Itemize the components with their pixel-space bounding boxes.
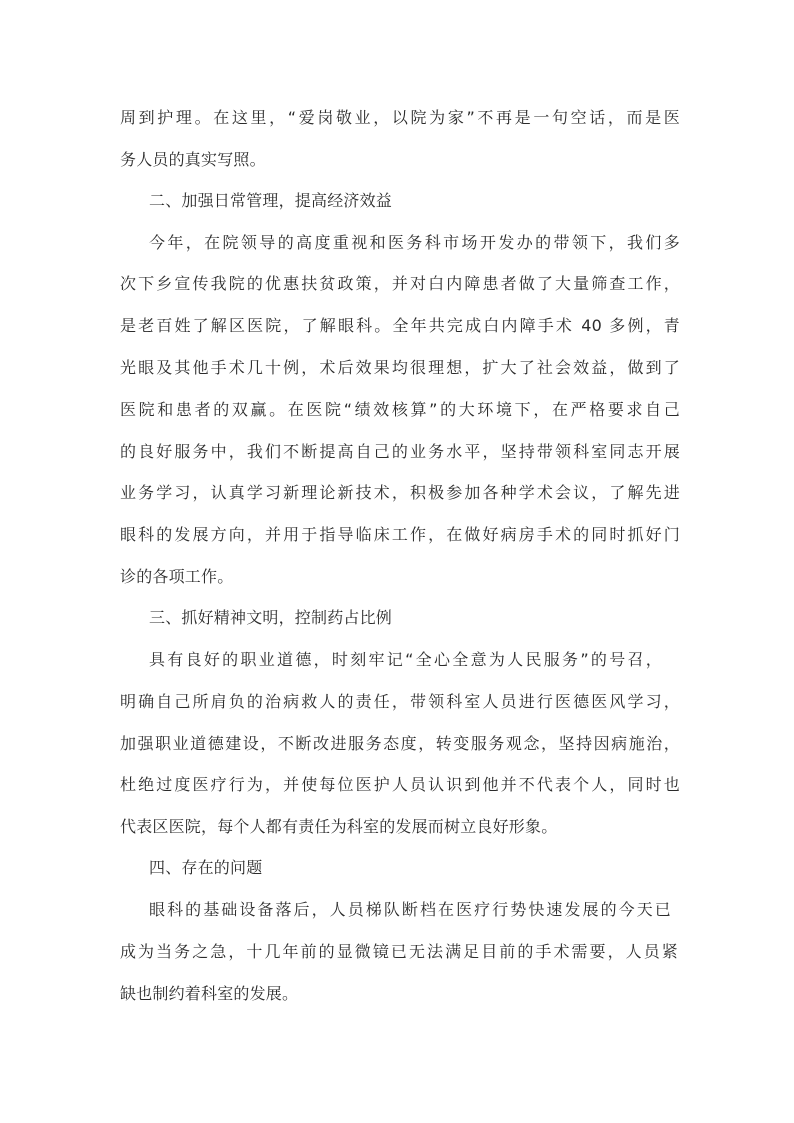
paragraph-line: 眼科的发展方向，并用于指导临床工作，在做好病房手术的同时抓好门 <box>120 525 680 544</box>
paragraph-line: 今年，在院领导的高度重视和医务科市场开发办的带领下，我们多 <box>149 233 680 252</box>
paragraph-line: 周到护理。在这里，“爱岗敬业，以院为家”不再是一句空话，而是医 <box>120 108 680 127</box>
paragraph-line: 代表区医院，每个人都有责任为科室的发展而树立良好形象。 <box>120 817 558 836</box>
paragraph-line: 具有良好的职业道德，时刻牢记“全心全意为人民服务”的号召， <box>149 650 662 669</box>
paragraph-line: 缺也制约着科室的发展。 <box>120 984 299 1003</box>
paragraph-line: 是老百姓了解区医院，了解眼科。全年共完成白内障手术 40 多例，青 <box>120 316 680 335</box>
paragraph-line: 光眼及其他手术几十例，术后效果均很理想，扩大了社会效益，做到了 <box>120 358 680 377</box>
section-heading-problems: 四、存在的问题 <box>149 858 263 877</box>
paragraph-line: 的良好服务中，我们不断提高自己的业务水平，坚持带领科室同志开展 <box>120 442 680 461</box>
paragraph-line: 务人员的真实写照。 <box>120 150 266 169</box>
section-heading-civilization: 三、抓好精神文明，控制药占比例 <box>149 608 393 627</box>
paragraph-line: 杜绝过度医疗行为，并使每位医护人员认识到他并不代表个人，同时也 <box>120 775 680 794</box>
paragraph-line: 次下乡宣传我院的优惠扶贫政策，并对白内障患者做了大量筛查工作， <box>120 274 680 293</box>
paragraph-line: 成为当务之急，十几年前的显微镜已无法满足目前的手术需要，人员紧 <box>120 942 678 961</box>
paragraph-line: 眼科的基础设备落后，人员梯队断档在医疗行势快速发展的今天已 <box>149 900 671 919</box>
section-heading-management: 二、加强日常管理，提高经济效益 <box>149 191 393 210</box>
paragraph-line: 明确自己所肩负的治病救人的责任，带领科室人员进行医德医风学习， <box>120 692 680 711</box>
paragraph-line: 加强职业道德建设，不断改进服务态度，转变服务观念，坚持因病施治， <box>120 734 680 753</box>
paragraph-line: 医院和患者的双赢。在医院“绩效核算”的大环境下，在严格要求自己 <box>120 400 680 419</box>
paragraph-line: 诊的各项工作。 <box>120 567 234 586</box>
paragraph-line: 业务学习，认真学习新理论新技术，积极参加各种学术会议，了解先进 <box>120 483 680 502</box>
